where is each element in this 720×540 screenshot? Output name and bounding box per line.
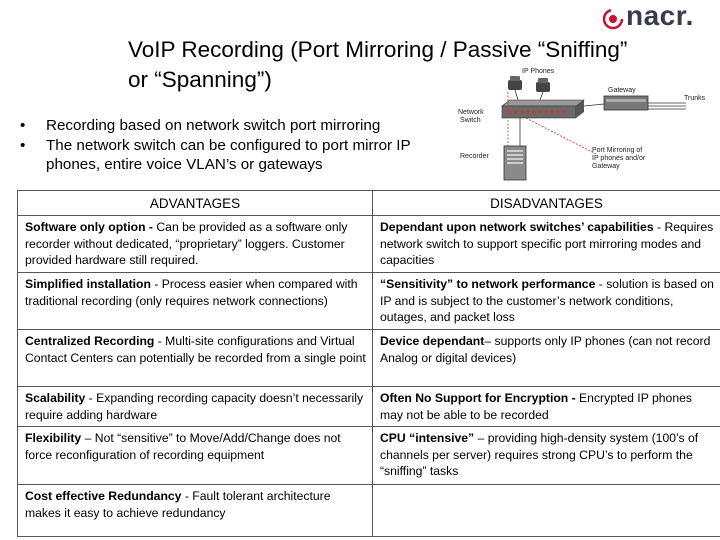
disadvantage-heading: Dependant upon network switches’ capabilities [380,220,654,234]
label-recorder: Recorder [460,153,489,160]
table-row [18,485,720,537]
ip-phone-icon [536,78,550,92]
header-disadvantages: DISADVANTAGES [373,191,720,216]
network-diagram-svg [456,62,720,190]
label-ip-phones: IP Phones [522,68,555,75]
gateway-icon [604,96,648,110]
disadvantage-cell [373,273,720,330]
disadvantage-text: Encrypted IP phones may not be able to be recorded [380,391,692,422]
disadvantage-text: – supports only IP phones (can not record Analog or digital devices) [380,334,711,365]
network-switch-icon [502,100,584,118]
table-row [18,330,720,387]
disadvantage-cell [373,216,720,273]
advantage-cell [18,216,373,273]
advantage-heading: Centralized Recording [25,334,155,348]
disadvantage-cell [373,387,720,427]
label-trunks: Trunks [684,95,706,102]
disadvantage-text: - Requires network switch to support specific port mirroring modes and capacities [380,220,714,268]
bullet-list [20,116,450,175]
table-row [18,216,720,273]
advantage-text: - Process easier when compared with traditional recording (only requires network connections) [25,277,358,308]
logo-text: nacr. [626,0,694,31]
advantage-cell [18,273,373,330]
label-ip-phones-and-or: IP phones and/or [592,155,646,162]
advantage-heading: Flexibility [25,431,82,445]
disadvantage-text: – providing high-density system (100’s of channels per server) requires strong CPU’s to perform the “sniffing” tasks [380,431,699,479]
disadvantage-cell [373,427,720,485]
advantage-heading: Scalability [25,391,86,405]
recorder-server-icon [504,146,526,180]
label-gateway-note: Gateway [592,163,620,170]
advantage-heading: Simplified installation [25,277,151,291]
ip-phone-icon [508,76,522,90]
table-row [18,387,720,427]
table-row [18,273,720,330]
advantage-cell [18,387,373,427]
advantage-text: Can be provided as a software only recorder without dedicated, “proprietary” loggers. Customer provided hardware still required. [25,220,348,268]
advantage-text: - Fault tolerant architecture makes it easy to achieve redundancy [25,489,331,520]
bullet-item: • Recording based on network switch port mirroring [20,116,450,135]
disadvantage-cell [373,485,720,537]
comparison-table [17,190,720,537]
advantage-cell [18,427,373,485]
header-advantages: ADVANTAGES [18,191,373,216]
advantage-cell [18,485,373,537]
bullet-item: • The network switch can be configured to port mirror IP phones, entire voice VLAN’s or gateways [20,136,450,174]
slide-title: VoIP Recording (Port Mirroring / Passive “Sniffing” or “Spanning”) [128,37,628,92]
table-header-row [18,191,720,216]
label-port-mirroring: Port Mirroring of [592,147,643,154]
advantage-heading: Cost effective Redundancy [25,489,182,503]
table-row [18,427,720,485]
label-switch: Switch [460,117,481,124]
advantage-heading: Software only option - [25,220,157,234]
advantage-text: – Not “sensitive” to Move/Add/Change does not force reconfiguration of recording equipment [25,431,341,462]
disadvantage-heading: Often No Support for Encryption - [380,391,580,405]
disadvantage-heading: CPU “intensive” [380,431,475,445]
disadvantage-heading: Device dependant [380,334,485,348]
nacr-logo [600,0,718,34]
label-gateway: Gateway [608,87,636,94]
nacr-logo-icon [602,8,624,30]
advantage-text: - Multi-site configurations and Virtual Contact Centers can potentially be recorded from a single point [25,334,366,365]
label-network: Network [458,109,484,116]
disadvantage-heading: “Sensitivity” to network performance [380,277,596,291]
disadvantage-cell [373,330,720,387]
network-diagram [456,62,720,190]
advantage-cell [18,330,373,387]
disadvantage-text: - solution is based on IP and is subject to the customer’s network conditions, outages, and packet loss [380,277,714,325]
advantage-text: - Expanding recording capacity doesn’t necessarily require adding hardware [25,391,364,422]
